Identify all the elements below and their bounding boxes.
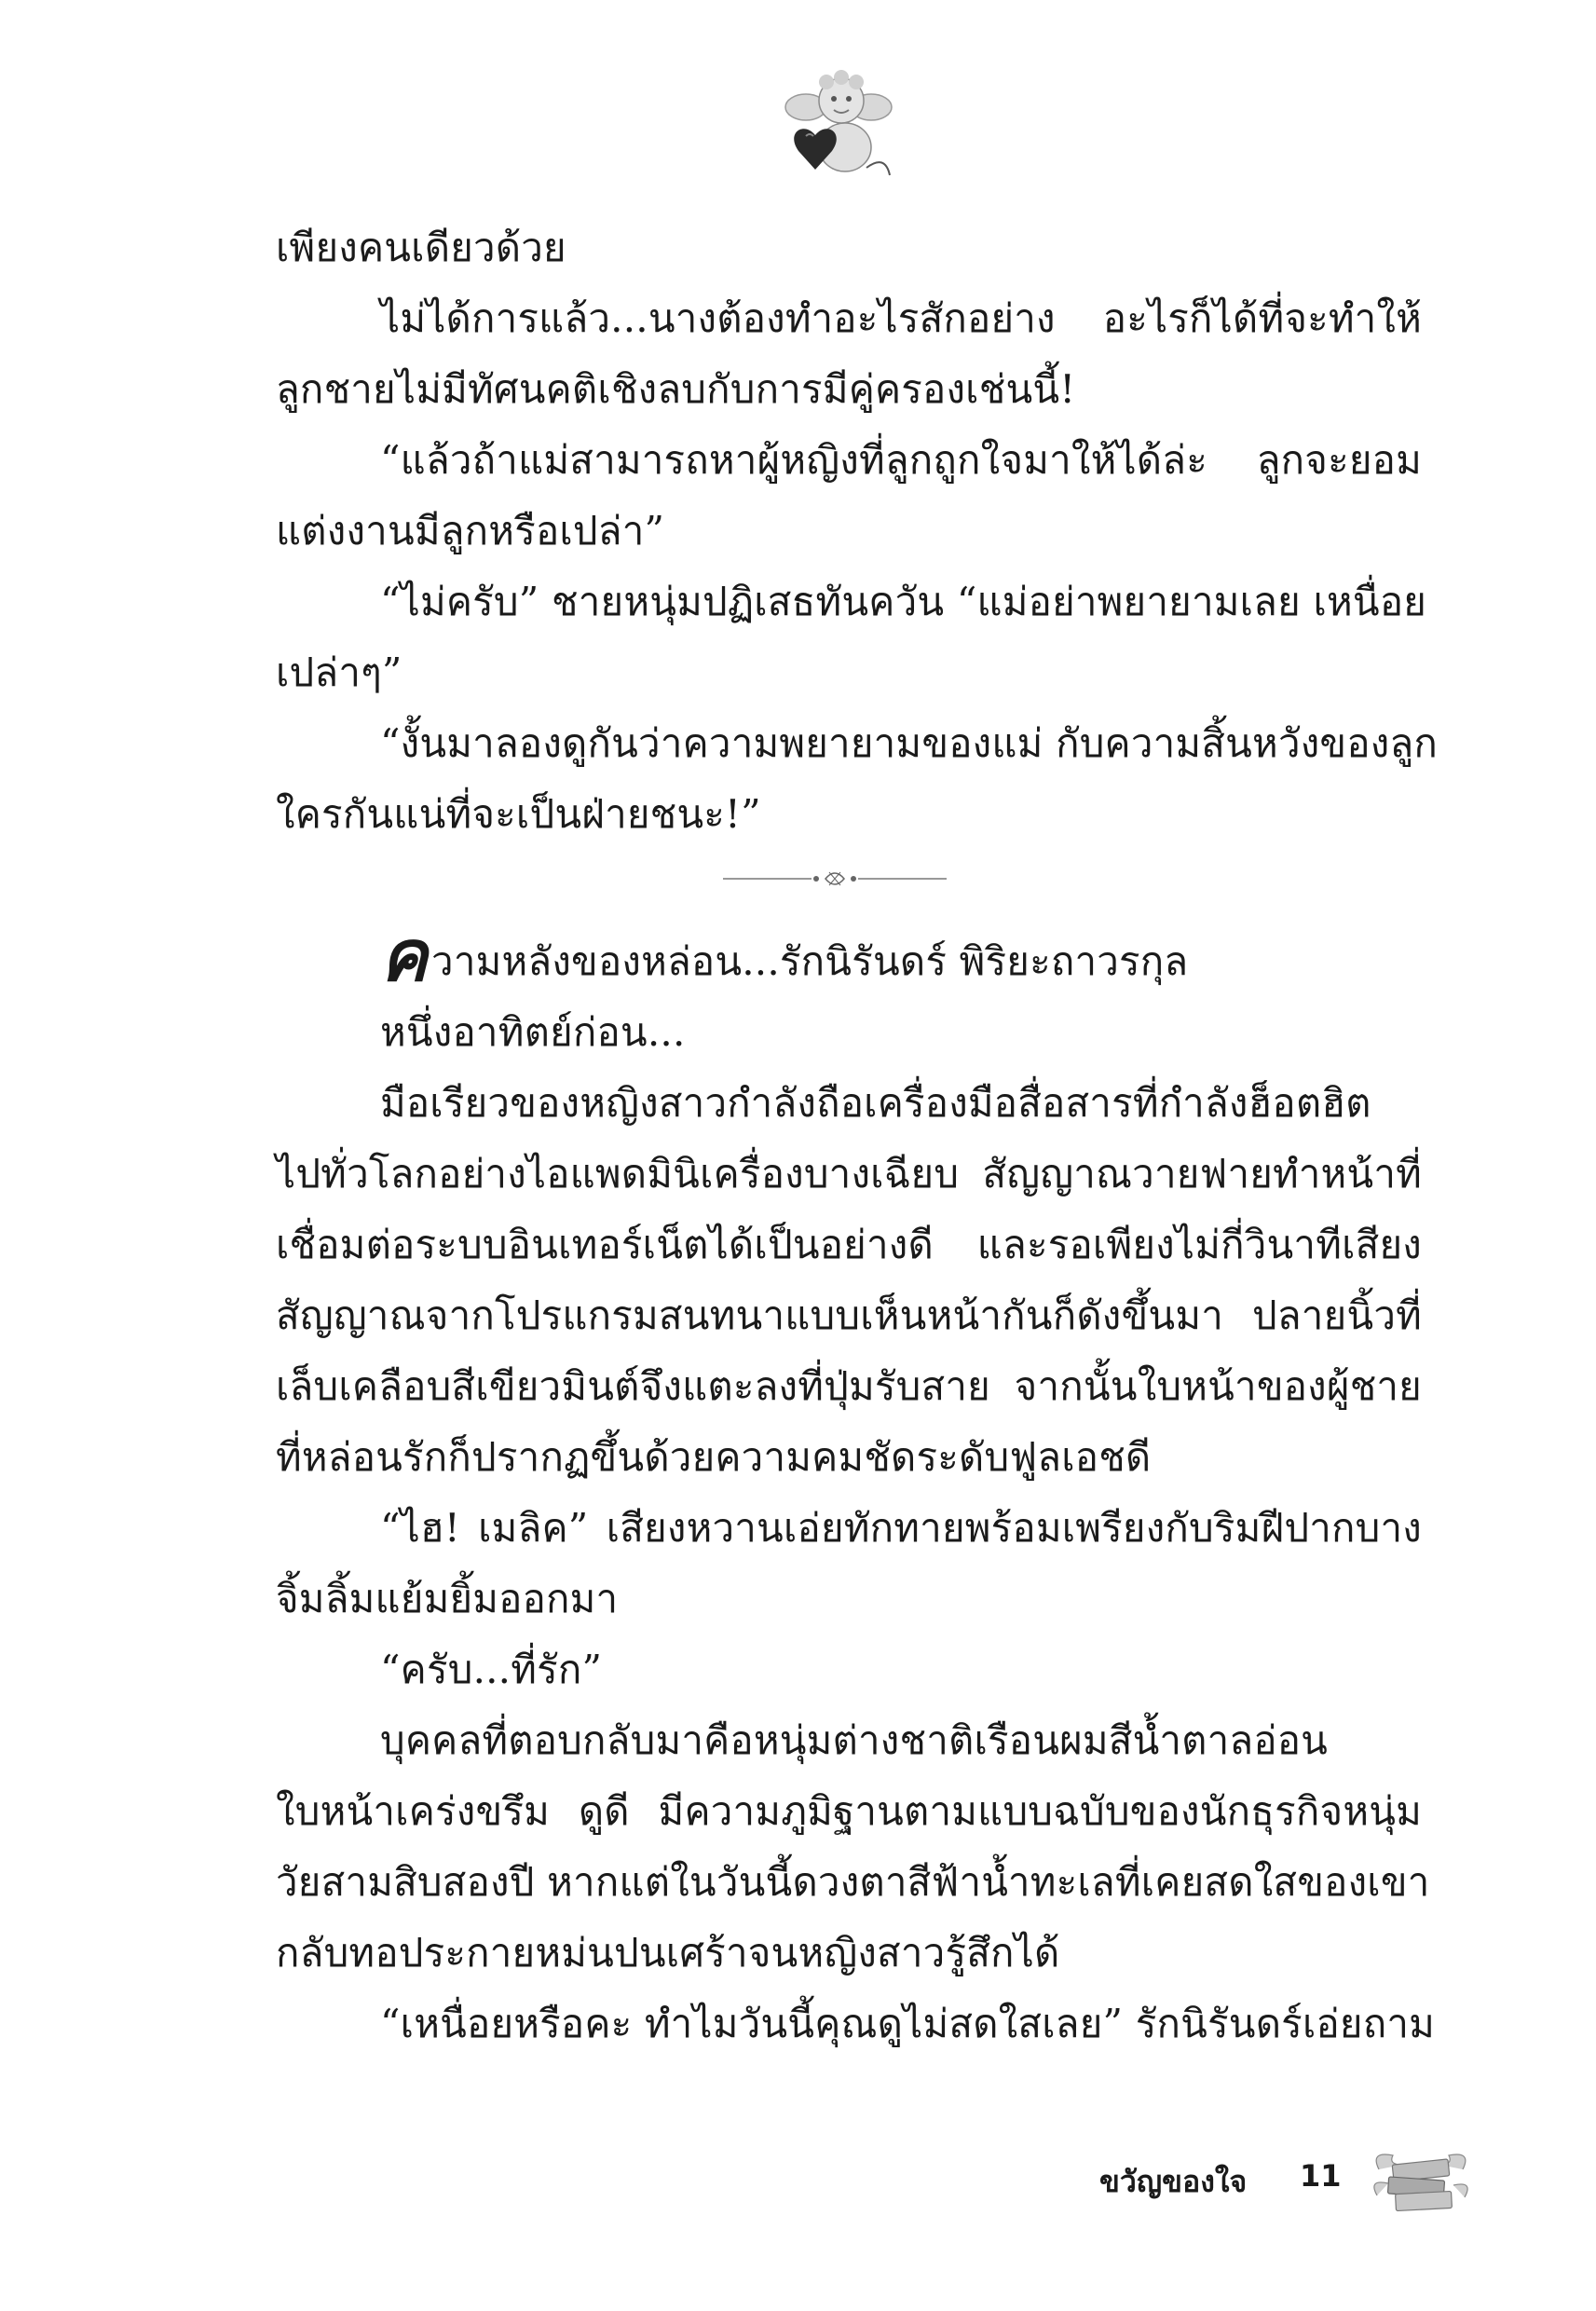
cupid-with-heart-icon — [778, 65, 899, 186]
text-line: บุคคลที่ตอบกลับมาคือหนุ่มต่างชาติเรือนผมสีน้ำตาลอ่อน — [380, 1717, 1329, 1763]
text-line: ที่หล่อนรักก็ปรากฏขึ้นด้วยความคมชัดระดับฟูลเอชดี — [276, 1434, 1152, 1480]
text-line: ใบหน้าเคร่งขรึม ดูดี มีความภูมิฐานตามแบบฉบับของนักธุรกิจหนุ่ม — [276, 1788, 1422, 1834]
text-line: “งั้นมาลองดูกันว่าความพยายามของแม่ กับความสิ้นหวังของลูก — [380, 720, 1439, 766]
page-number: 11 — [1300, 2158, 1342, 2194]
section-heading — [276, 914, 1422, 997]
book-title: ขวัญของใจ — [1099, 2164, 1248, 2199]
page-footer — [932, 2147, 1491, 2222]
text-line: จิ้มลิ้มแย้มยิ้มออกมา — [276, 1576, 619, 1621]
text-line: หนึ่งอาทิตย์ก่อน... — [380, 1009, 686, 1055]
text-line: ไปทั่วโลกอย่างไอแพดมินิเครื่องบางเฉียบ สัญญาณวายฟายทำหน้าที่ — [276, 1151, 1422, 1197]
text-line: ไม่ได้การแล้ว...นางต้องทำอะไรสักอย่าง อะไรก็ได้ที่จะทำให้ — [380, 295, 1422, 341]
text-line: กลับทอประกายหม่นปนเศร้าจนหญิงสาวรู้สึกได้ — [276, 1930, 1060, 1976]
text-line: เล็บเคลือบสีเขียวมินต์จึงแตะลงที่ปุ่มรับสาย จากนั้นใบหน้าของผู้ชาย — [276, 1363, 1422, 1409]
text-line: “ไม่ครับ” ชายหนุ่มปฏิเสธทันควัน “แม่อย่าพยายามเลย เหนื่อย — [380, 579, 1427, 624]
text-line: “เหนื่อยหรือคะ ทำไมวันนี้คุณดูไม่สดใสเลย” รักนิรันดร์เอ่ยถาม — [380, 2001, 1436, 2046]
text-line: “ไฮ! เมลิค” เสียงหวานเอ่ยทักทายพร้อมเพรียงกับริมฝีปากบาง — [380, 1505, 1422, 1551]
text-line: เพียงคนเดียวด้วย — [276, 225, 566, 270]
text-line: “แล้วถ้าแม่สามารถหาผู้หญิงที่ลูกถูกใจมาให้ได้ล่ะ ลูกจะยอม — [380, 437, 1422, 483]
text-line: ลูกชายไม่มีทัศนคติเชิงลบกับการมีคู่ครองเช่นนี้! — [276, 366, 1076, 412]
text-line: เปล่าๆ” — [276, 650, 402, 695]
passage-part-1 — [276, 212, 1439, 850]
text-line: มือเรียวของหญิงสาวกำลังถือเครื่องมือสื่อสารที่กำลังฮ็อตฮิต — [380, 1080, 1371, 1126]
text-line: แต่งงานมีลูกหรือเปล่า” — [276, 508, 665, 554]
passage-part-2 — [276, 997, 1436, 2059]
text-line: สัญญาณจากโปรแกรมสนทนาแบบเห็นหน้ากันก็ดังขึ้นมา ปลายนิ้วที่ — [276, 1292, 1422, 1338]
text-line: ใครกันแน่ที่จะเป็นฝ่ายชนะ!” — [276, 791, 761, 837]
text-line: “ครับ...ที่รัก” — [380, 1647, 603, 1692]
text-line: วัยสามสิบสองปี หากแต่ในวันนี้ดวงตาสีฟ้าน้ำทะเลที่เคยสดใสของเขา — [276, 1859, 1430, 1905]
text-line: เชื่อมต่อระบบอินเทอร์เน็ตได้เป็นอย่างดี และรอเพียงไม่กี่วินาทีเสียง — [276, 1222, 1422, 1267]
ornamental-divider-icon — [276, 855, 1422, 911]
body-text — [276, 212, 1439, 2059]
drop-cap: ค — [380, 914, 429, 997]
heading-text: วามหลังของหล่อน...รักนิรันดร์ พิริยะถาวรกุล — [431, 938, 1189, 984]
winged-banknotes-icon — [1370, 2141, 1472, 2220]
